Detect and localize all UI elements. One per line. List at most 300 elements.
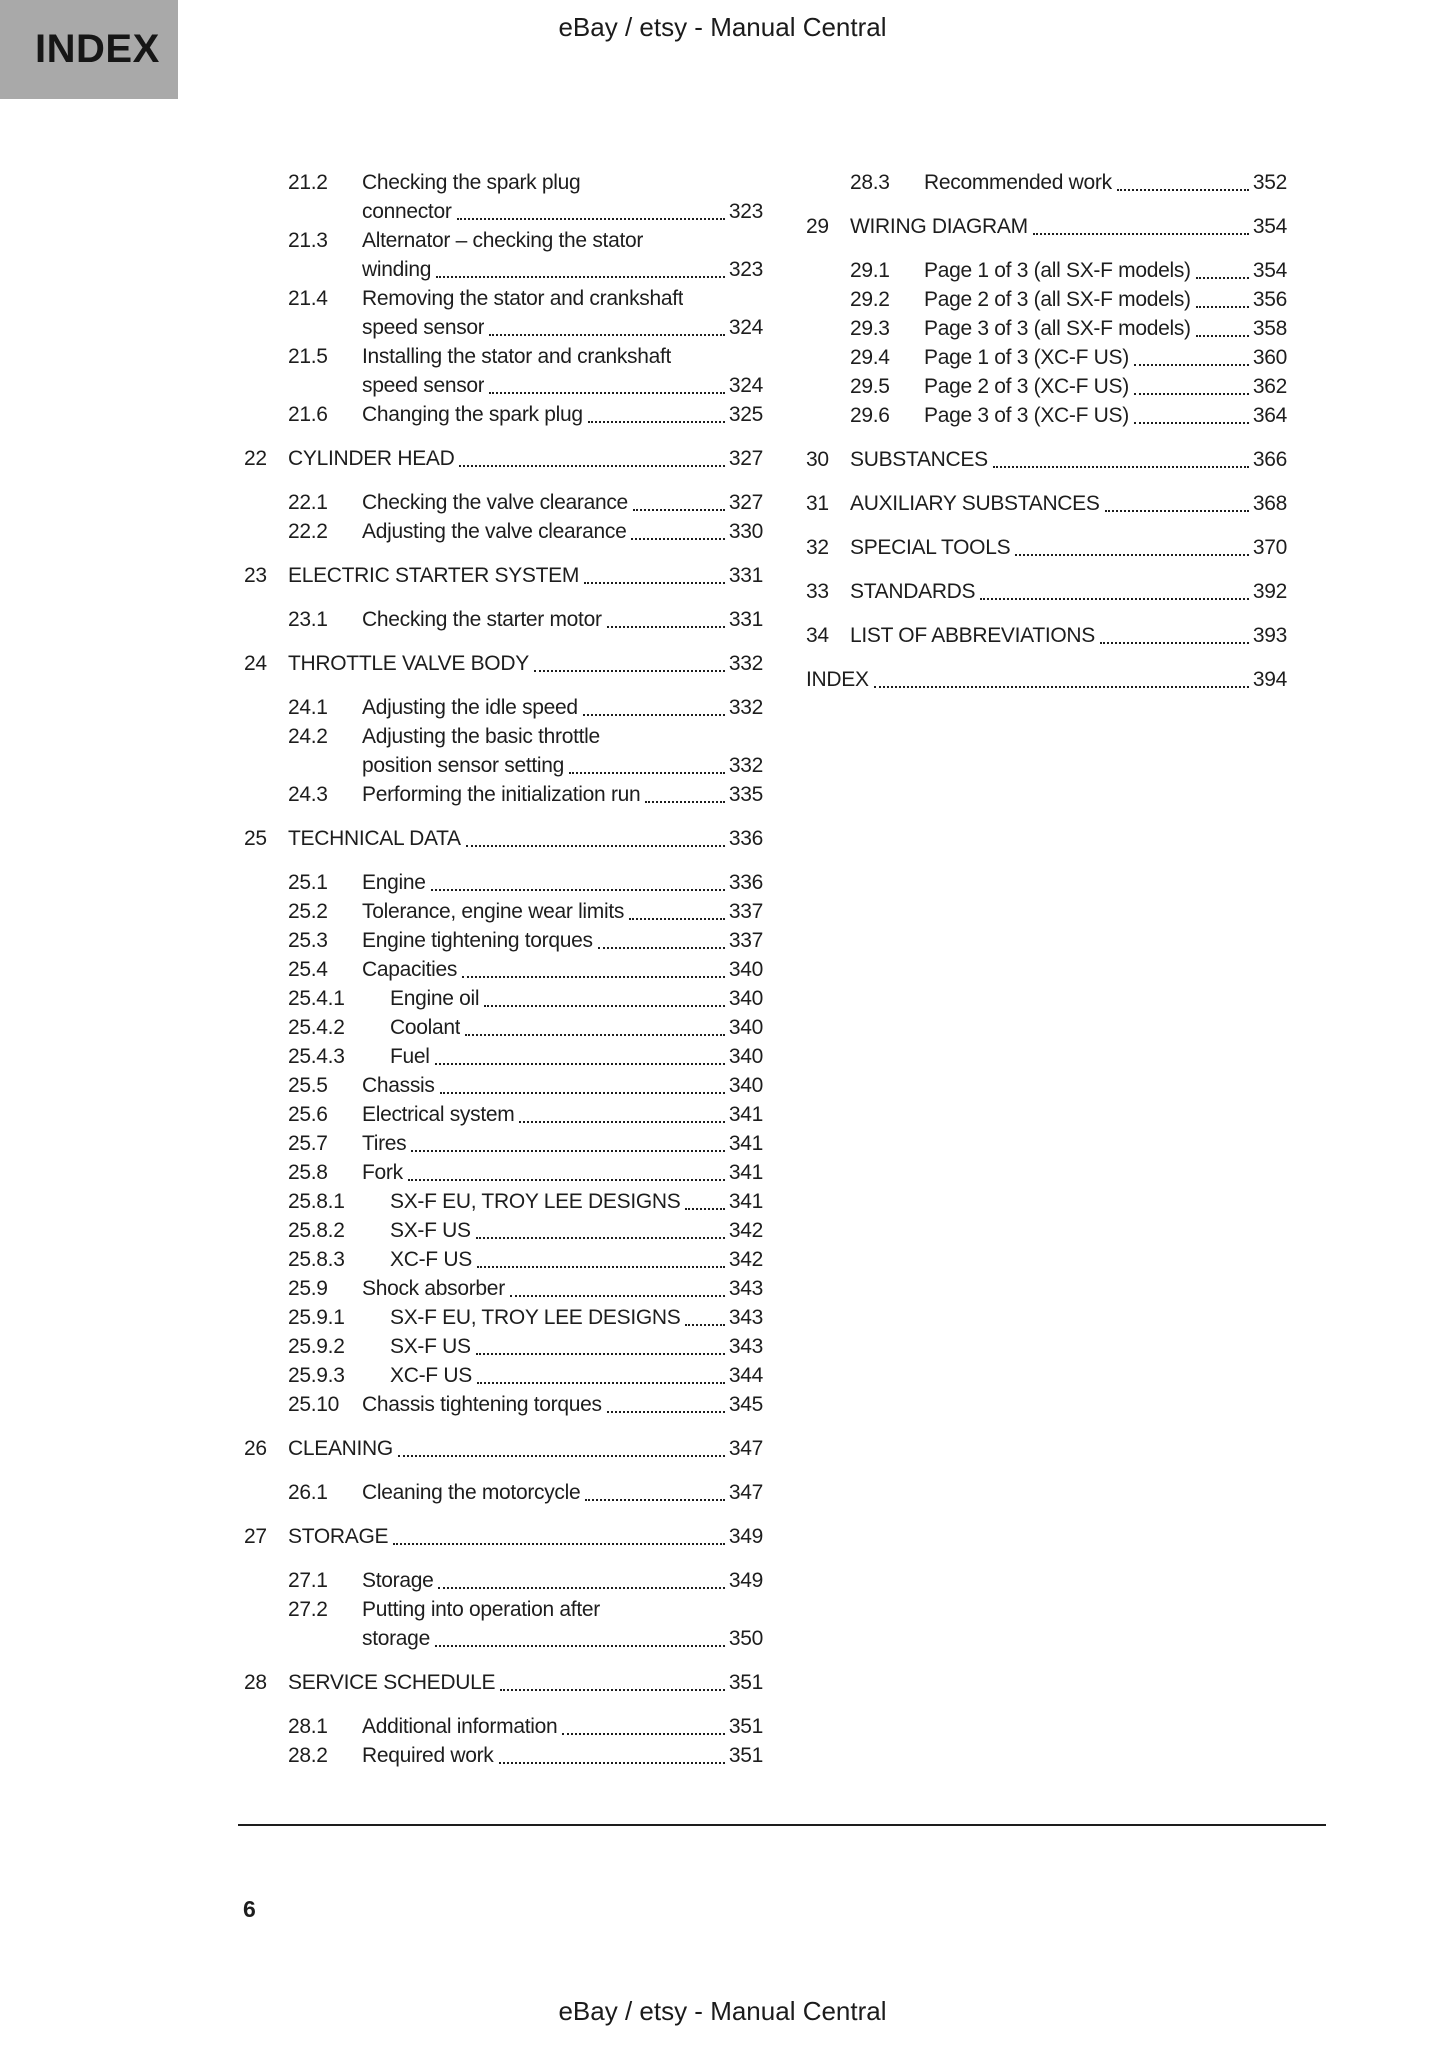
toc-entry-number: 29.3 — [850, 317, 890, 340]
toc-entry-title: Installing the stator and crankshaft — [362, 345, 672, 368]
dot-leader — [500, 1668, 725, 1691]
toc-entry-line — [288, 561, 763, 590]
toc-entry-body — [362, 168, 763, 226]
toc-entry-number: 25.1 — [288, 871, 328, 894]
dot-leader — [633, 488, 725, 511]
toc-entry-title: THROTTLE VALVE BODY — [288, 652, 529, 675]
toc-entry-line — [362, 226, 763, 255]
toc-entry-title: Page 3 of 3 (XC-F US) — [924, 404, 1129, 427]
toc-entry-line — [362, 1158, 763, 1187]
toc-entry-number: 28.3 — [850, 171, 890, 194]
toc-entry-body — [390, 1361, 763, 1390]
toc-entry-title: INDEX — [806, 668, 869, 691]
toc-entry-page: 394 — [1252, 668, 1287, 691]
toc-entry-line — [924, 168, 1287, 197]
toc-entry-title: Putting into operation after — [362, 1598, 600, 1621]
toc-entry-page: 366 — [1252, 448, 1287, 471]
toc-entry-page: 347 — [728, 1437, 763, 1460]
toc-entry — [288, 1478, 763, 1507]
toc-entry-title: Changing the spark plug — [362, 403, 583, 426]
toc-entry-line — [362, 1595, 763, 1624]
toc-entry-line — [924, 401, 1287, 430]
toc-entry-body — [362, 955, 763, 984]
toc-entry — [850, 285, 1287, 314]
toc-entry — [288, 517, 763, 546]
dot-leader — [411, 1129, 724, 1152]
toc-entry-body — [362, 897, 763, 926]
toc-entry-body — [288, 561, 763, 590]
toc-entry-page: 350 — [728, 1627, 763, 1650]
toc-entry-page: 344 — [728, 1364, 763, 1387]
toc-entry-body — [850, 533, 1287, 562]
toc-entry-line — [362, 488, 763, 517]
toc-entry — [806, 212, 1287, 241]
toc-entry-body — [850, 577, 1287, 606]
toc-entry-title: Page 1 of 3 (XC-F US) — [924, 346, 1129, 369]
toc-entry — [288, 1129, 763, 1158]
toc-entry-number: 25.4.2 — [288, 1016, 345, 1039]
toc-entry-body — [362, 868, 763, 897]
toc-entry — [288, 1741, 763, 1770]
toc-entry — [288, 897, 763, 926]
toc-entry-page: 337 — [728, 900, 763, 923]
index-tab-label: INDEX — [35, 27, 160, 71]
toc-entry-title: Removing the stator and crankshaft — [362, 287, 684, 310]
toc-entry-page: 393 — [1252, 624, 1287, 647]
toc-entry — [850, 343, 1287, 372]
toc-entry-number: 27 — [244, 1525, 267, 1548]
dot-leader — [476, 1332, 725, 1355]
dot-leader — [519, 1100, 724, 1123]
toc-entry-title: Engine tightening torques — [362, 929, 593, 952]
toc-entry-number: 25.10 — [288, 1393, 340, 1416]
toc-entry-body — [390, 1013, 763, 1042]
toc-entry — [288, 488, 763, 517]
toc-entry-line — [288, 824, 763, 853]
toc-entry-title: Fork — [362, 1161, 403, 1184]
toc-entry — [288, 722, 763, 780]
toc-entry-line — [288, 1522, 763, 1551]
toc-entry-page: 343 — [728, 1306, 763, 1329]
toc-entry-line — [850, 212, 1287, 241]
toc-entry-title: Additional information — [362, 1715, 558, 1738]
toc-entry-title: Page 1 of 3 (all SX-F models) — [924, 259, 1191, 282]
toc-entry-title: Tolerance, engine wear limits — [362, 900, 625, 923]
toc-entry-line — [362, 1478, 763, 1507]
dot-leader — [685, 1303, 724, 1326]
toc-entry-body — [390, 1216, 763, 1245]
toc-entry-number: 25.8.2 — [288, 1219, 345, 1242]
toc-entry-page: 342 — [728, 1248, 763, 1271]
toc-entry-title: Electrical system — [362, 1103, 515, 1126]
toc-entry-number: 24.2 — [288, 725, 328, 748]
toc-entry — [806, 489, 1287, 518]
toc-entry-title: Fuel — [390, 1045, 430, 1068]
toc-entry — [288, 984, 763, 1013]
toc-entry-page: 331 — [728, 564, 763, 587]
toc-entry — [288, 1361, 763, 1390]
toc-entry — [850, 372, 1287, 401]
toc-entry-title: Adjusting the idle speed — [362, 696, 578, 719]
toc-entry-number: 26 — [244, 1437, 267, 1460]
toc-entry — [288, 226, 763, 284]
toc-entry-number: 24.1 — [288, 696, 328, 719]
toc-entry-page: 343 — [728, 1277, 763, 1300]
toc-entry-page: 327 — [728, 491, 763, 514]
toc-entry-number: 32 — [806, 536, 829, 559]
toc-entry-page: 360 — [1252, 346, 1287, 369]
toc-entry-title: Capacities — [362, 958, 458, 981]
toc-entry-line — [362, 955, 763, 984]
toc-entry-title: Cleaning the motorcycle — [362, 1481, 581, 1504]
toc-entry — [288, 1187, 763, 1216]
toc-entry-number: 30 — [806, 448, 829, 471]
toc-entry-title: AUXILIARY SUBSTANCES — [850, 492, 1100, 515]
toc-entry-number: 21.3 — [288, 229, 328, 252]
toc-entry-number: 25.4 — [288, 958, 328, 981]
toc-entry — [288, 1158, 763, 1187]
dot-leader — [1105, 489, 1249, 512]
toc-entry-number: 25 — [244, 827, 267, 850]
toc-entry-line — [288, 444, 763, 473]
toc-entry-title: TECHNICAL DATA — [288, 827, 461, 850]
dot-leader — [489, 313, 724, 336]
toc-entry-title: Checking the valve clearance — [362, 491, 628, 514]
toc-entry-page: 341 — [728, 1190, 763, 1213]
toc-entry — [288, 1042, 763, 1071]
toc-entry-body — [288, 1522, 763, 1551]
toc-entry-line — [288, 649, 763, 678]
toc-entry-title: STANDARDS — [850, 580, 976, 603]
toc-entry-line — [362, 1129, 763, 1158]
dot-leader — [598, 926, 725, 949]
toc-entry-title: Checking the spark plug — [362, 171, 581, 194]
toc-entry-number: 29.2 — [850, 288, 890, 311]
toc-entry-title: Page 2 of 3 (XC-F US) — [924, 375, 1129, 398]
dot-leader — [462, 955, 725, 978]
toc-entry-title: speed sensor — [362, 374, 485, 397]
toc-entry-title: Coolant — [390, 1016, 461, 1039]
toc-entry-body — [288, 649, 763, 678]
toc-entry-title: Shock absorber — [362, 1277, 505, 1300]
toc-entry-page: 332 — [728, 754, 763, 777]
toc-entry-title: ELECTRIC STARTER SYSTEM — [288, 564, 580, 587]
toc-entry-line — [390, 1216, 763, 1245]
toc-entry-number: 25.8.3 — [288, 1248, 345, 1271]
toc-entry — [288, 605, 763, 634]
toc-entry-body — [390, 1332, 763, 1361]
toc-entry-body — [850, 621, 1287, 650]
toc-entry-body — [362, 1100, 763, 1129]
toc-entry-title: STORAGE — [288, 1525, 389, 1548]
toc-entry-title: Chassis — [362, 1074, 435, 1097]
toc-entry-body — [850, 212, 1287, 241]
toc-entry-number: 25.8 — [288, 1161, 328, 1184]
toc-column-right — [806, 168, 1287, 709]
toc-entry-page: 325 — [728, 403, 763, 426]
toc-entry-title: WIRING DIAGRAM — [850, 215, 1028, 238]
toc-entry-body — [924, 285, 1287, 314]
toc-entry-page: 336 — [728, 827, 763, 850]
toc-entry-number: 28 — [244, 1671, 267, 1694]
toc-entry-line — [362, 1390, 763, 1419]
toc-entry-title: Engine — [362, 871, 426, 894]
toc-entry-line — [390, 1245, 763, 1274]
toc-entry-page: 332 — [728, 696, 763, 719]
toc-entry-line — [362, 693, 763, 722]
toc-entry — [288, 400, 763, 429]
toc-entry-line — [362, 1566, 763, 1595]
toc-entry-body — [924, 314, 1287, 343]
toc-entry — [806, 577, 1287, 606]
toc-entry-number: 25.4.1 — [288, 987, 345, 1010]
dot-leader — [477, 1245, 725, 1268]
toc-entry-number: 25.9.3 — [288, 1364, 345, 1387]
toc-entry-line — [362, 722, 763, 751]
dot-leader — [874, 665, 1249, 688]
toc-entry-line — [362, 371, 763, 400]
toc-entry-line — [362, 897, 763, 926]
toc-entry-body — [390, 1042, 763, 1071]
toc-entry — [850, 401, 1287, 430]
toc-entry-page: 349 — [728, 1569, 763, 1592]
toc-entry-title: SPECIAL TOOLS — [850, 536, 1011, 559]
toc-entry-line — [390, 1013, 763, 1042]
toc-entry-title: winding — [362, 258, 432, 281]
toc-entry-title: CLEANING — [288, 1437, 393, 1460]
toc-entry-line — [924, 256, 1287, 285]
dot-leader — [477, 1361, 725, 1384]
toc-entry-number: 25.9.2 — [288, 1335, 345, 1358]
toc-entry-page: 352 — [1252, 171, 1287, 194]
toc-entry-title: SX-F US — [390, 1219, 471, 1242]
toc-entry-title: SERVICE SCHEDULE — [288, 1671, 496, 1694]
toc-column-left — [244, 168, 763, 1770]
toc-entry — [288, 693, 763, 722]
toc-entry-line — [362, 1071, 763, 1100]
toc-entry-page: 341 — [728, 1103, 763, 1126]
toc-entry-body — [390, 984, 763, 1013]
toc-entry — [288, 1013, 763, 1042]
toc-entry-page: 351 — [728, 1744, 763, 1767]
toc-entry-body — [924, 401, 1287, 430]
toc-entry-page: 324 — [728, 374, 763, 397]
toc-entry-body — [390, 1303, 763, 1332]
toc-entry-line — [390, 1361, 763, 1390]
toc-entry — [288, 168, 763, 226]
dot-leader — [438, 1566, 724, 1589]
dot-leader — [980, 577, 1249, 600]
dot-leader — [1196, 285, 1249, 308]
toc-entry-number: 22.2 — [288, 520, 328, 543]
toc-entry-line — [288, 1434, 763, 1463]
dot-leader — [585, 1478, 724, 1501]
toc-entry — [244, 1668, 763, 1697]
dot-leader — [457, 197, 725, 220]
toc-entry-page: 340 — [728, 987, 763, 1010]
dot-leader — [588, 400, 725, 423]
toc-entry-body — [362, 1274, 763, 1303]
toc-entry-page: 340 — [728, 1045, 763, 1068]
toc-entry-number: 27.1 — [288, 1569, 328, 1592]
toc-entry-page: 341 — [728, 1132, 763, 1155]
toc-entry-number: 23 — [244, 564, 267, 587]
toc-entry — [288, 1071, 763, 1100]
toc-entry-body — [362, 1129, 763, 1158]
toc-entry — [288, 868, 763, 897]
dot-leader — [1196, 256, 1249, 279]
toc-entry-line — [362, 255, 763, 284]
toc-entry-page: 330 — [728, 520, 763, 543]
toc-entry-number: 29.1 — [850, 259, 890, 282]
footer-page-number: 6 — [243, 1896, 256, 1922]
toc-entry-title: Performing the initialization run — [362, 783, 641, 806]
dot-leader — [465, 1013, 725, 1036]
toc-entry-body — [362, 1478, 763, 1507]
toc-entry-page: 356 — [1252, 288, 1287, 311]
dot-leader — [534, 649, 725, 672]
toc-entry-line — [390, 1042, 763, 1071]
toc-entry-body — [362, 517, 763, 546]
toc-entry-body — [390, 1245, 763, 1274]
toc-entry-page: 362 — [1252, 375, 1287, 398]
toc-entry-page: 336 — [728, 871, 763, 894]
toc-entry-title: SX-F US — [390, 1335, 471, 1358]
toc-entry-title: storage — [362, 1627, 430, 1650]
dot-leader — [1117, 168, 1249, 191]
dot-leader — [583, 693, 725, 716]
toc-entry-page: 340 — [728, 958, 763, 981]
toc-entry-page: 337 — [728, 929, 763, 952]
toc-entry-title: CYLINDER HEAD — [288, 447, 455, 470]
dot-leader — [489, 371, 724, 394]
dot-leader — [607, 605, 725, 628]
toc-entry-body — [850, 445, 1287, 474]
toc-entry — [244, 1434, 763, 1463]
toc-entry-page: 370 — [1252, 536, 1287, 559]
dot-leader — [393, 1522, 725, 1545]
toc-entry-number: 26.1 — [288, 1481, 328, 1504]
toc-entry-line — [362, 517, 763, 546]
toc-entry-body — [806, 665, 1287, 694]
toc-entry-body — [362, 1595, 763, 1653]
toc-entry-title: Required work — [362, 1744, 494, 1767]
toc-entry-body — [362, 926, 763, 955]
toc-entry — [244, 1522, 763, 1551]
toc-entry — [288, 1566, 763, 1595]
toc-entry-line — [362, 197, 763, 226]
dot-leader — [993, 445, 1249, 468]
toc-entry — [806, 445, 1287, 474]
toc-entry-number: 27.2 — [288, 1598, 328, 1621]
toc-entry-line — [850, 489, 1287, 518]
toc-entry-page: 351 — [728, 1715, 763, 1738]
toc-entry-page: 335 — [728, 783, 763, 806]
toc-entry-number: 29.6 — [850, 404, 890, 427]
dot-leader — [398, 1434, 725, 1457]
toc-entry-line — [390, 1332, 763, 1361]
toc-entry-number: 23.1 — [288, 608, 328, 631]
toc-entry-body — [924, 168, 1287, 197]
toc-entry — [288, 284, 763, 342]
toc-entry-title: Recommended work — [924, 171, 1112, 194]
dot-leader — [631, 517, 724, 540]
toc-entry-line — [362, 1100, 763, 1129]
toc-entry-line — [362, 168, 763, 197]
toc-entry — [806, 533, 1287, 562]
toc-entry-number: 25.5 — [288, 1074, 328, 1097]
toc-entry-line — [850, 621, 1287, 650]
toc-entry — [244, 649, 763, 678]
toc-entry-title: SUBSTANCES — [850, 448, 988, 471]
dot-leader — [1196, 314, 1249, 337]
toc-entry — [288, 926, 763, 955]
dot-leader — [1134, 343, 1249, 366]
footer-divider — [238, 1824, 1326, 1826]
toc-entry-title: XC-F US — [390, 1248, 472, 1271]
toc-entry-page: 341 — [728, 1161, 763, 1184]
toc-entry — [288, 1274, 763, 1303]
dot-leader — [466, 824, 725, 847]
toc-entry-page: 331 — [728, 608, 763, 631]
toc-entry-line — [362, 284, 763, 313]
toc-entry-line — [362, 1712, 763, 1741]
toc-entry-line — [362, 1624, 763, 1653]
dot-leader — [431, 868, 725, 891]
toc-entry-body — [924, 343, 1287, 372]
toc-entry-line — [362, 313, 763, 342]
dot-leader — [645, 780, 724, 803]
dot-leader — [584, 561, 725, 584]
dot-leader — [436, 255, 725, 278]
toc-entry-number: 25.9 — [288, 1277, 328, 1300]
toc-entry-number: 24.3 — [288, 783, 328, 806]
dot-leader — [435, 1624, 725, 1647]
toc-entry-title: Storage — [362, 1569, 434, 1592]
toc-entry-line — [806, 665, 1287, 694]
toc-entry-page: 343 — [728, 1335, 763, 1358]
toc-entry-number: 25.4.3 — [288, 1045, 345, 1068]
dot-leader — [562, 1712, 725, 1735]
toc-entry — [244, 561, 763, 590]
toc-entry-title: Page 3 of 3 (all SX-F models) — [924, 317, 1191, 340]
toc-entry-number: 25.7 — [288, 1132, 328, 1155]
toc-entry-page: 364 — [1252, 404, 1287, 427]
toc-entry-page: 358 — [1252, 317, 1287, 340]
toc-entry-body — [924, 372, 1287, 401]
header-title: eBay / etsy - Manual Central — [558, 12, 887, 42]
dot-leader — [629, 897, 725, 920]
toc-entry — [288, 1303, 763, 1332]
toc-entry-number: 25.6 — [288, 1103, 328, 1126]
toc-entry-line — [390, 984, 763, 1013]
toc-entry — [288, 1332, 763, 1361]
toc-entry-number: 28.1 — [288, 1715, 328, 1738]
toc-entry-title: Checking the starter motor — [362, 608, 602, 631]
toc-entry-line — [362, 1274, 763, 1303]
dot-leader — [499, 1741, 725, 1764]
toc-entry-page: 354 — [1252, 259, 1287, 282]
toc-entry — [288, 1595, 763, 1653]
dot-leader — [685, 1187, 724, 1210]
toc-entry-title: speed sensor — [362, 316, 485, 339]
toc-entry-page: 349 — [728, 1525, 763, 1548]
toc-entry-page: 345 — [728, 1393, 763, 1416]
toc-entry-number: 29.5 — [850, 375, 890, 398]
toc-entry — [288, 1100, 763, 1129]
toc-entry — [850, 256, 1287, 285]
toc-entry-page: 327 — [728, 447, 763, 470]
